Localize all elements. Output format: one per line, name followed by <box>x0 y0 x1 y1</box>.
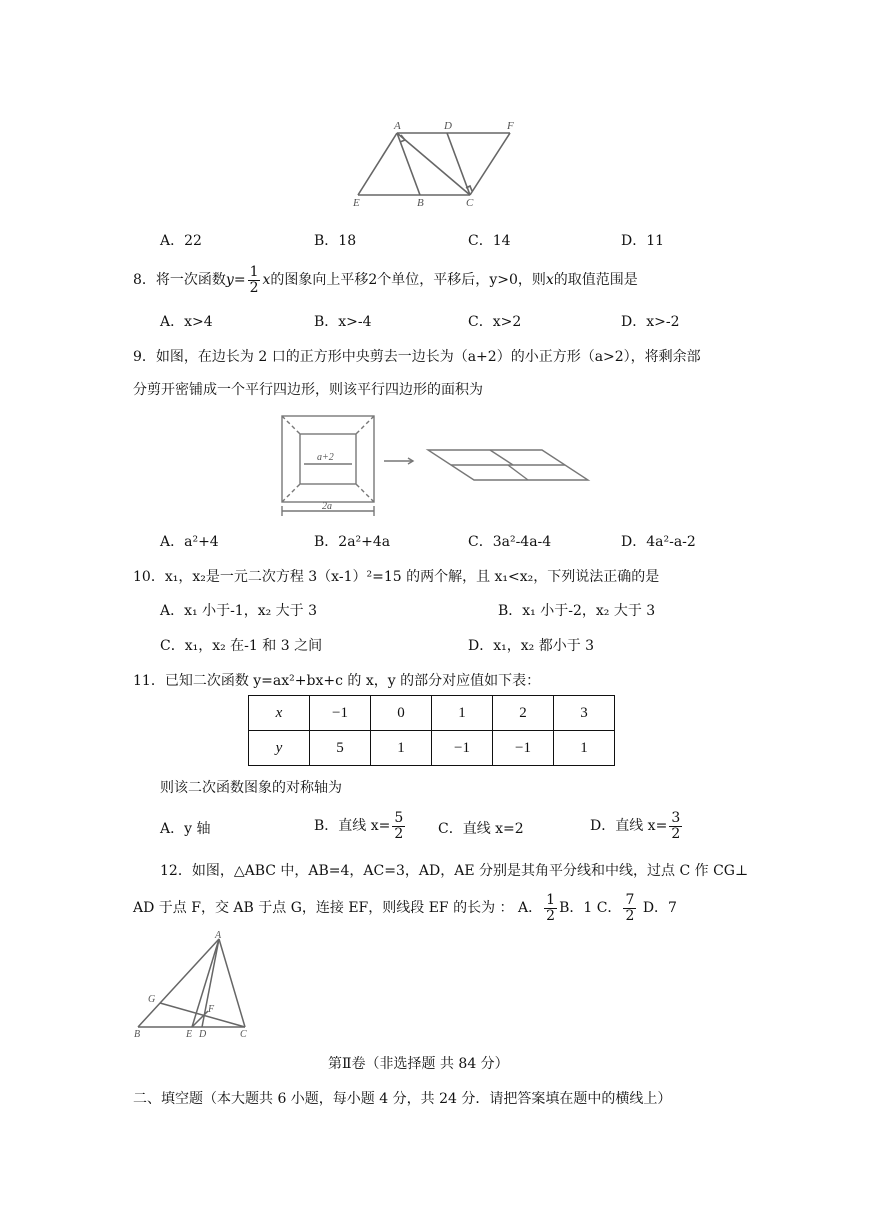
q7-label-f: F <box>507 120 514 132</box>
q11-x-cell: 3 <box>554 696 615 731</box>
q12-option-b[interactable]: B．1 <box>559 900 593 916</box>
q12-option-d[interactable]: D．7 <box>642 900 677 916</box>
q11-option-b-num: 5 <box>394 809 404 826</box>
part2-title: 第Ⅱ卷（非选择题 共 84 分） <box>328 1056 509 1072</box>
q7-label-d: D <box>444 120 452 132</box>
q9-outer-label: 2a <box>322 501 332 512</box>
q11-x-cell: 1 <box>432 696 493 731</box>
q9-option-b[interactable]: B．2a²+4a <box>314 534 391 550</box>
q11-option-d-num: 3 <box>671 809 681 826</box>
q8-option-a[interactable]: A．x>4 <box>160 314 213 330</box>
q9-figure <box>270 410 600 520</box>
q11-option-b[interactable] <box>314 806 407 846</box>
q8-fraction <box>248 265 261 295</box>
q11-y-cell: −1 <box>493 731 554 766</box>
q12-option-a-num: 1 <box>546 891 556 908</box>
q12-label-b: B <box>134 1029 141 1040</box>
q10-option-b[interactable]: B．x₁ 小于-2，x₂ 大于 3 <box>498 603 656 619</box>
q8-suffix-2: 的取值范围是 <box>553 272 638 288</box>
q12-label-g: G <box>148 994 156 1005</box>
q9-stem-line1: 9．如图，在边长为 2 口的正方形中央剪去一边长为（a+2）的小正方形（a>2），将剩余部 <box>133 349 701 365</box>
q8-option-b[interactable]: B．x>-4 <box>314 314 372 330</box>
q12-label-f: F <box>208 1004 215 1015</box>
q12-label-c: C <box>240 1029 247 1040</box>
q11-option-d[interactable] <box>590 806 684 846</box>
q12-option-c-prefix: C． <box>596 900 622 916</box>
q11-option-d-prefix: D．直线 x= <box>590 818 668 834</box>
q7-label-a: A <box>394 120 401 132</box>
q11-y-header: y <box>249 731 310 766</box>
q12-option-c-den: 2 <box>625 907 635 924</box>
q11-option-b-frac <box>392 811 405 841</box>
q10-option-d[interactable]: D．x₁，x₂ 都小于 3 <box>468 638 595 654</box>
q7-label-b: B <box>417 197 424 208</box>
q11-x-cell: −1 <box>310 696 371 731</box>
q8-y-eq: y= <box>225 272 246 288</box>
q8-prefix: 8．将一次函数 <box>133 272 226 288</box>
q11-question: 则该二次函数图象的对称轴为 <box>160 780 342 796</box>
q10-option-a[interactable]: A．x₁ 小于-1，x₂ 大于 3 <box>160 603 318 619</box>
q11-option-d-den: 2 <box>671 825 681 842</box>
part2-section-heading: 二、填空题（本大题共 6 小题，每小题 4 分，共 24 分．请把答案填在题中的横线上） <box>133 1091 672 1107</box>
q12-label-d: D <box>199 1029 207 1040</box>
q7-label-c: C <box>466 197 474 208</box>
q12-label-e: E <box>186 1029 193 1040</box>
q7-option-a[interactable]: A．22 <box>160 233 202 249</box>
q11-y-cell: −1 <box>432 731 493 766</box>
q9-option-a[interactable]: A．a²+4 <box>160 534 219 550</box>
q8-option-d[interactable]: D．x>-2 <box>621 314 680 330</box>
q12-option-a-den: 2 <box>546 907 556 924</box>
q8-suffix-1: 的图象向上平移2个单位，平移后， <box>270 272 490 288</box>
q7-figure <box>350 118 520 208</box>
q12-figure <box>130 930 260 1040</box>
q8-x-var2: x <box>545 272 554 288</box>
q11-option-d-frac <box>669 811 682 841</box>
q12-stem-line2 <box>133 887 677 929</box>
q11-option-a[interactable]: A．y 轴 <box>160 821 211 837</box>
table-row <box>249 696 615 731</box>
q8-stem <box>133 262 638 298</box>
q12-option-a-prefix: A． <box>518 900 543 916</box>
q9-option-c[interactable]: C．3a²-4a-4 <box>468 534 552 550</box>
q11-stem: 11．已知二次函数 y=ax²+bx+c 的 x，y 的部分对应值如下表： <box>133 673 541 689</box>
q12-option-a[interactable] <box>518 891 559 924</box>
q7-option-c[interactable]: C．14 <box>468 233 511 249</box>
q12-line2-text: AD 于点 F，交 AB 于点 G，连接 EF，则线段 EF 的长为 ： <box>133 900 514 916</box>
q11-option-c[interactable]: C．直线 x=2 <box>438 821 524 837</box>
q7-option-b[interactable]: B．18 <box>314 233 357 249</box>
q12-stem-line1: 12．如图，△ABC 中，AB=4，AC=3，AD，AE 分别是其角平分线和中线，过点 C 作 CG⊥ <box>160 863 749 879</box>
q11-y-cell: 5 <box>310 731 371 766</box>
q10-option-c[interactable]: C．x₁，x₂ 在-1 和 3 之间 <box>160 638 323 654</box>
q12-option-a-frac <box>544 893 557 923</box>
q11-y-cell: 1 <box>371 731 432 766</box>
q12-option-c[interactable] <box>596 891 639 924</box>
q10-stem: 10．x₁，x₂是一元二次方程 3（x-1）²=15 的两个解，且 x₁<x₂，下列说法正确的是 <box>133 569 660 585</box>
q9-option-d[interactable]: D．4a²-a-2 <box>621 534 696 550</box>
q8-frac-num: 1 <box>249 263 259 280</box>
q11-y-cell: 1 <box>554 731 615 766</box>
q9-inner-label: a+2 <box>317 452 334 463</box>
q12-option-c-frac <box>623 893 636 923</box>
q11-x-header: x <box>249 696 310 731</box>
q8-x-var: x <box>262 272 271 288</box>
q8-y-gt: y>0，则 <box>489 272 546 288</box>
q12-label-a: A <box>215 930 222 941</box>
q11-x-cell: 0 <box>371 696 432 731</box>
table-row <box>249 731 615 766</box>
q11-table <box>248 695 615 766</box>
q8-frac-den: 2 <box>249 279 259 296</box>
q11-x-cell: 2 <box>493 696 554 731</box>
q8-option-c[interactable]: C．x>2 <box>468 314 522 330</box>
q12-option-c-num: 7 <box>625 891 635 908</box>
q11-option-b-den: 2 <box>394 825 404 842</box>
q11-option-b-prefix: B．直线 x= <box>314 818 391 834</box>
q7-option-d[interactable]: D．11 <box>621 233 665 249</box>
q9-stem-line2: 分剪开密铺成一个平行四边形，则该平行四边形的面积为 <box>133 382 483 398</box>
q7-label-e: E <box>353 197 360 208</box>
